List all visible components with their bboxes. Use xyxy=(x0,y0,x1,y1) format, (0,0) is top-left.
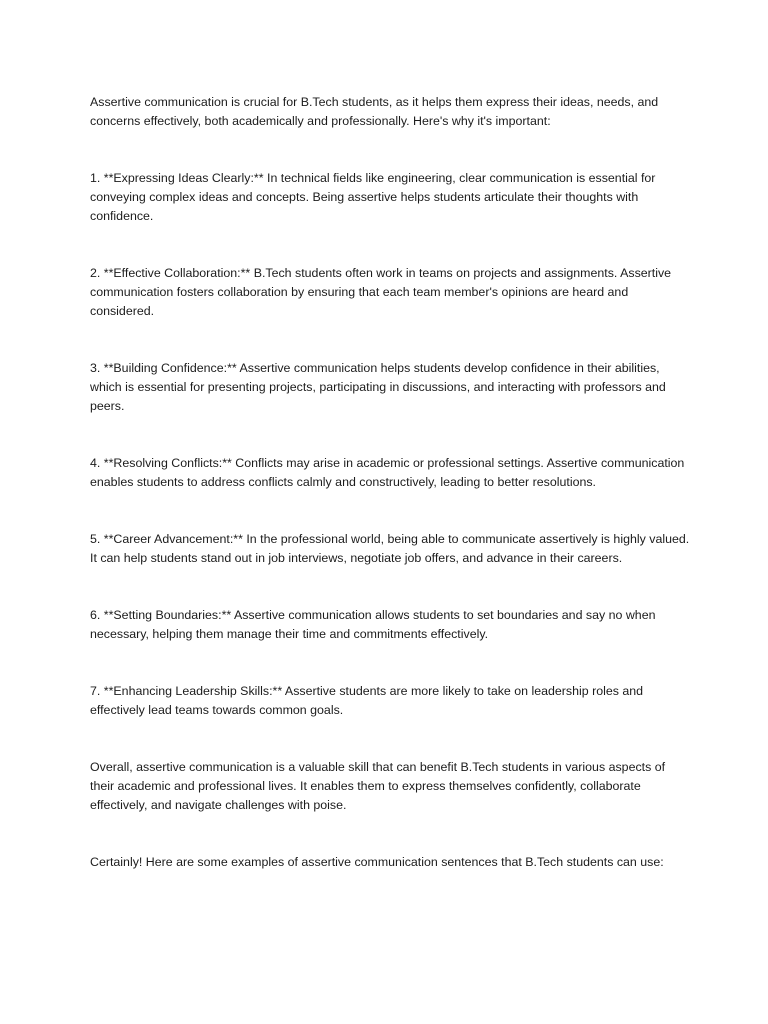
point-effective-collaboration: 2. **Effective Collaboration:** B.Tech students often work in teams on projects and assignments. Assertive communication fosters collaboration by ensuring that each team member's opinions are heard and considered. xyxy=(90,266,672,318)
point-expressing-ideas: 1. **Expressing Ideas Clearly:** In technical fields like engineering, clear communication is essential for conveying complex ideas and concepts. Being assertive helps students articulate their thoughts with confidence. xyxy=(90,171,656,223)
conclusion-paragraph: Overall, assertive communication is a valuable skill that can benefit B.Tech students in various aspects of their academic and professional lives. It enables them to express themselves confidently, collaborate effectively, and navigate challenges with poise. xyxy=(90,760,666,812)
point-resolving-conflicts: 4. **Resolving Conflicts:** Conflicts may arise in academic or professional settings. Assertive communication enables students to address conflicts calmly and constructively, leading to better resolutions. xyxy=(90,456,685,489)
followup-paragraph: Certainly! Here are some examples of assertive communication sentences that B.Tech students can use: xyxy=(90,855,664,869)
point-setting-boundaries: 6. **Setting Boundaries:** Assertive communication allows students to set boundaries and say no when necessary, helping them manage their time and commitments effectively. xyxy=(90,608,656,641)
document-body xyxy=(90,93,690,872)
intro-paragraph: Assertive communication is crucial for B.Tech students, as it helps them express their ideas, needs, and concerns effectively, both academically and professionally. Here's why it's important: xyxy=(90,95,659,128)
point-career-advancement: 5. **Career Advancement:** In the professional world, being able to communicate assertively is highly valued. It can help students stand out in job interviews, negotiate job offers, and advance in their careers. xyxy=(90,532,690,565)
point-building-confidence: 3. **Building Confidence:** Assertive communication helps students develop confidence in their abilities, which is essential for presenting projects, participating in discussions, and interacting with professors and peers. xyxy=(90,361,666,413)
point-leadership-skills: 7. **Enhancing Leadership Skills:** Assertive students are more likely to take on leadership roles and effectively lead teams towards common goals. xyxy=(90,684,644,717)
